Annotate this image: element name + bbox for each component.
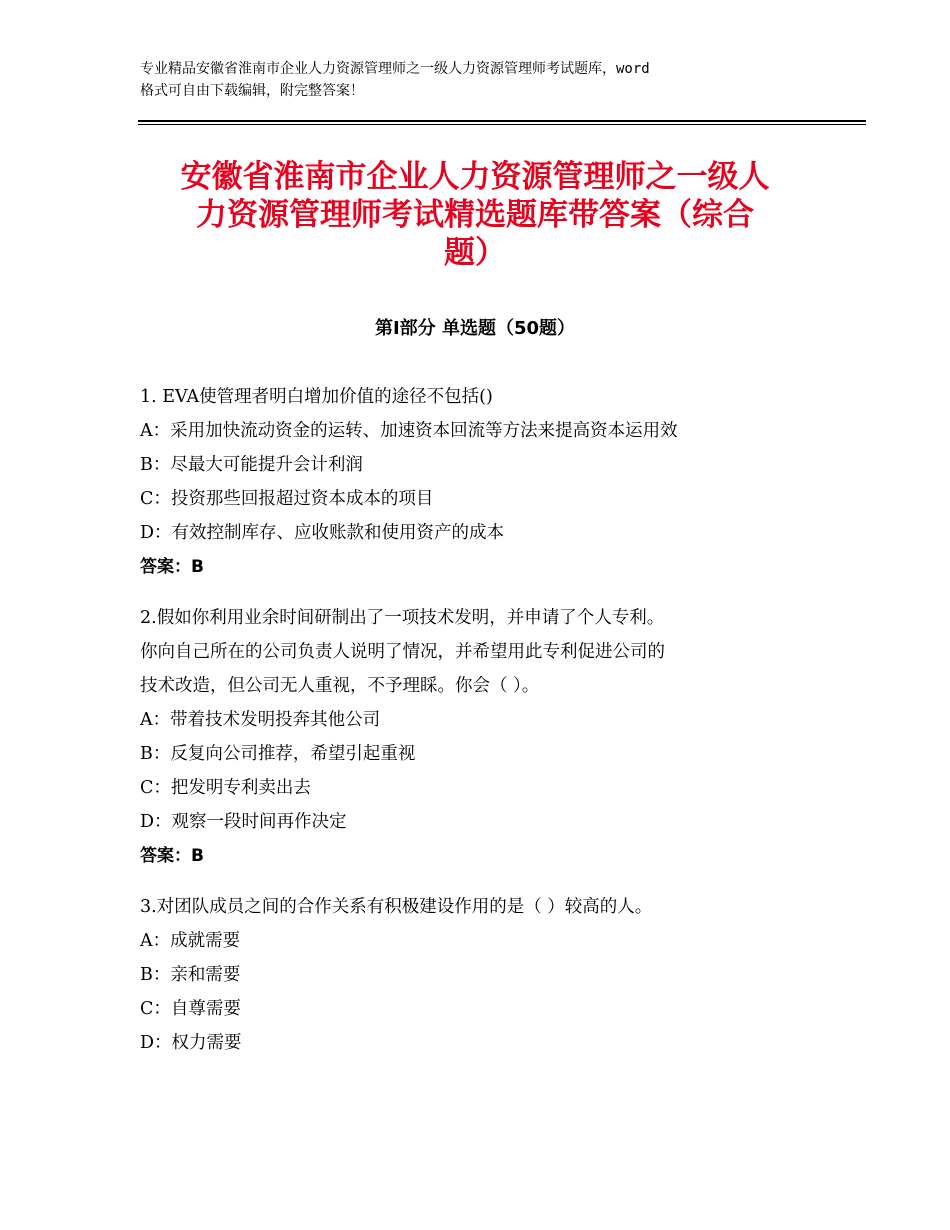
answer-option: B：尽最大可能提升会计利润	[140, 455, 363, 475]
answer-option: C：自尊需要	[140, 999, 241, 1019]
question-3	[140, 890, 820, 1060]
answer-option: A：成就需要	[140, 931, 241, 951]
document-title-line-2: 力资源管理师考试精选题库带答案（综合	[196, 197, 754, 233]
answer-option: B：反复向公司推荐，希望引起重视	[140, 744, 416, 764]
question-2	[140, 601, 820, 873]
answer-option: D：有效控制库存、应收账款和使用资产的成本	[140, 523, 505, 543]
header-note-line-2: 格式可自由下载编辑，附完整答案！	[140, 83, 364, 99]
header-note	[140, 58, 830, 102]
document-title-line-3: 题）	[444, 235, 506, 271]
answer-key: 答案：B	[140, 846, 204, 866]
header-note-line-1: 专业精品安徽省淮南市企业人力资源管理师之一级人力资源管理师考试题库，word	[140, 61, 650, 77]
document-title-line-1: 安徽省淮南市企业人力资源管理师之一级人	[180, 159, 770, 195]
header-divider-thick	[138, 120, 866, 122]
question-stem-line: 你向自己所在的公司负责人说明了情况，并希望用此专利促进公司的	[140, 642, 665, 662]
answer-option: A：带着技术发明投奔其他公司	[140, 710, 381, 730]
answer-option: C：把发明专利卖出去	[140, 778, 311, 798]
question-stem-line: 1. EVA使管理者明白增加价值的途径不包括()	[140, 387, 493, 407]
question-stem-line: 技术改造，但公司无人重视，不予理睬。你会（ ）。	[140, 676, 540, 696]
section-title: 第Ⅰ部分 单选题（50题）	[374, 318, 575, 339]
question-1	[140, 380, 820, 584]
question-list	[140, 380, 820, 1077]
document-title	[140, 158, 810, 272]
question-stem-line: 2.假如你利用业余时间研制出了一项技术发明，并申请了个人专利。	[140, 608, 665, 628]
answer-option: A：采用加快流动资金的运转、加速资本回流等方法来提高资本运用效	[140, 421, 678, 441]
answer-key: 答案：B	[140, 557, 204, 577]
answer-option: D：权力需要	[140, 1033, 242, 1053]
answer-option: D：观察一段时间再作决定	[140, 812, 347, 832]
answer-option: B：亲和需要	[140, 965, 241, 985]
answer-option: C：投资那些回报超过资本成本的项目	[140, 489, 434, 509]
header-divider-thin	[138, 124, 866, 125]
question-stem-line: 3.对团队成员之间的合作关系有积极建设作用的是（ ）较高的人。	[140, 897, 653, 917]
